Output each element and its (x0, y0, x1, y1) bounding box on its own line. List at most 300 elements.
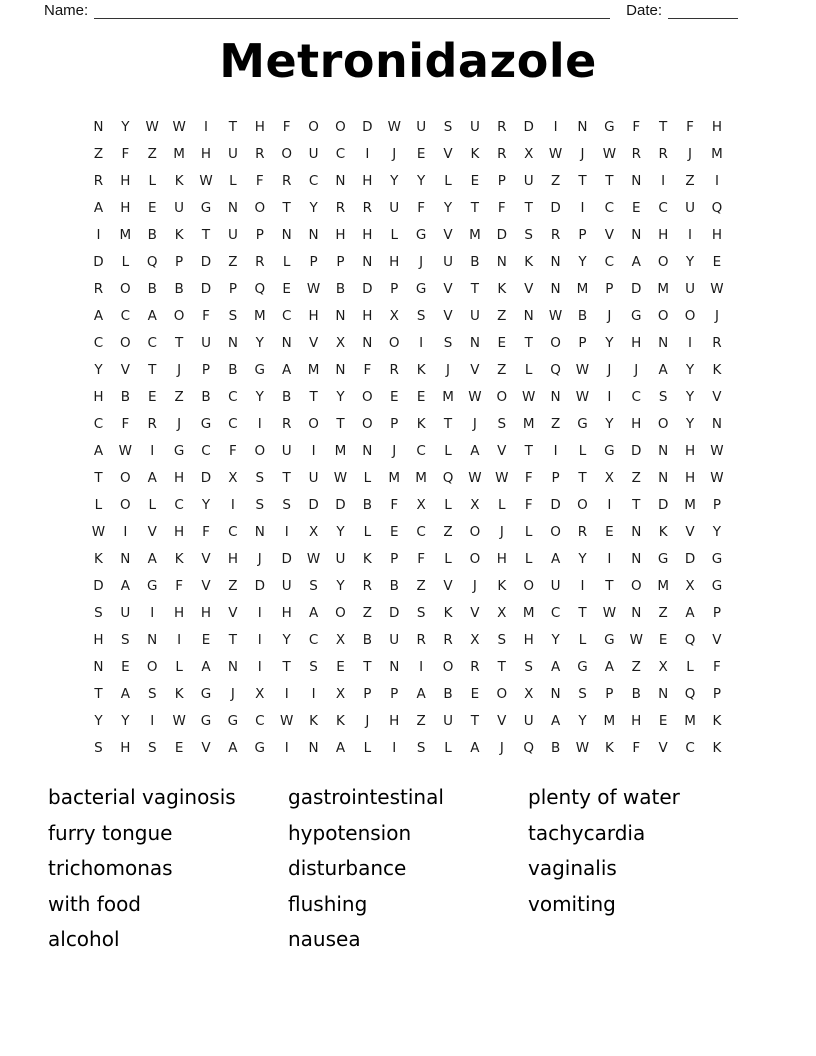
grid-letter: W (280, 712, 294, 729)
grid-letter: E (389, 388, 399, 405)
grid-letter: T (524, 334, 533, 351)
grid-letter: K (712, 739, 722, 756)
grid-letter: Y (685, 253, 695, 270)
grid-letter: F (121, 145, 130, 162)
grid-letter: D (93, 577, 104, 594)
grid-letter: Y (255, 334, 264, 351)
grid-letter: Y (94, 712, 103, 729)
grid-letter: O (388, 334, 400, 351)
grid-letter: H (631, 415, 642, 432)
grid-letter: I (177, 631, 182, 648)
grid-letter: K (497, 280, 507, 297)
grid-letter: N (469, 334, 480, 351)
grid-letter: K (497, 577, 507, 594)
grid-letter: E (605, 523, 614, 540)
grid-letter: I (688, 226, 693, 243)
grid-letter: T (228, 631, 238, 648)
grid-letter: W (468, 388, 482, 405)
grid-letter: N (550, 685, 561, 702)
grid-letter: N (120, 550, 131, 567)
grid-letter: V (147, 523, 157, 540)
grid-letter: W (548, 307, 563, 324)
grid-letter: Z (497, 307, 507, 324)
grid-letter: C (685, 739, 695, 756)
grid-letter: R (497, 118, 507, 135)
grid-letter: H (227, 550, 238, 567)
grid-letter: N (496, 253, 507, 270)
grid-letter: V (443, 226, 453, 243)
grid-letter: J (177, 415, 182, 432)
grid-letter: Z (147, 145, 157, 162)
grid-letter: P (390, 280, 399, 297)
grid-letter: H (174, 604, 185, 621)
grid-letter: E (416, 388, 426, 405)
grid-row (85, 599, 731, 626)
word-list-item: disturbance (288, 856, 407, 881)
grid-row (85, 329, 731, 356)
grid-row (85, 572, 731, 599)
grid-letter: V (497, 442, 507, 459)
grid-letter: V (712, 388, 722, 405)
grid-letter: L (686, 658, 694, 675)
grid-letter: S (416, 604, 426, 621)
grid-letter: F (497, 199, 506, 216)
grid-letter: W (172, 712, 186, 729)
grid-letter: J (499, 739, 504, 756)
grid-letter: H (93, 388, 104, 405)
grid-letter: S (658, 388, 668, 405)
grid-letter: S (524, 658, 533, 675)
grid-letter: K (174, 685, 184, 702)
grid-letter: W (602, 145, 617, 162)
grid-letter: S (416, 307, 426, 324)
grid-letter: I (311, 442, 316, 459)
grid-letter: E (470, 172, 480, 189)
grid-letter: P (336, 253, 345, 270)
grid-letter: H (631, 712, 642, 729)
grid-letter: L (524, 550, 533, 567)
word-list-item: tachycardia (528, 820, 646, 845)
grid-letter: H (711, 118, 722, 135)
grid-letter: Y (605, 415, 614, 432)
grid-letter: V (308, 334, 319, 351)
grid-letter: G (577, 658, 588, 675)
grid-letter: C (228, 523, 238, 540)
grid-letter: H (120, 199, 131, 216)
grid-row (85, 248, 731, 275)
grid-letter: K (416, 415, 426, 432)
grid-letter: S (228, 307, 238, 324)
grid-letter: T (524, 199, 533, 216)
grid-letter: M (603, 712, 616, 729)
grid-letter: L (444, 496, 452, 513)
grid-letter: O (496, 388, 508, 405)
grid-letter: A (147, 550, 157, 567)
grid-letter: K (712, 361, 722, 378)
grid-letter: Y (551, 631, 560, 648)
grid-letter: X (497, 604, 507, 621)
grid-letter: U (201, 334, 211, 351)
grid-letter: R (147, 415, 157, 432)
grid-letter: I (580, 577, 585, 594)
grid-letter: H (362, 307, 373, 324)
grid-letter: O (335, 118, 346, 135)
name-fill-line (94, 3, 610, 19)
grid-letter: Y (94, 361, 103, 378)
grid-letter: X (389, 307, 399, 324)
grid-letter: N (335, 172, 346, 189)
grid-letter: C (255, 712, 265, 729)
grid-letter: K (174, 226, 184, 243)
grid-letter: A (631, 253, 641, 270)
grid-row (85, 437, 731, 464)
grid-letter: E (631, 199, 641, 216)
grid-row (85, 302, 731, 329)
grid-letter: Y (578, 712, 587, 729)
grid-letter: D (200, 469, 212, 486)
grid-letter: Z (550, 415, 561, 432)
grid-letter: D (362, 118, 373, 135)
grid-letter: T (282, 469, 291, 486)
grid-letter: F (524, 469, 533, 486)
grid-letter: G (604, 442, 615, 459)
grid-letter: L (444, 442, 452, 459)
grid-letter: Y (201, 496, 211, 513)
grid-letter: N (93, 118, 104, 135)
grid-letter: J (607, 307, 612, 324)
grid-letter: C (416, 523, 426, 540)
grid-letter: H (684, 469, 696, 486)
grid-letter: X (470, 496, 480, 513)
grid-letter: C (228, 415, 238, 432)
grid-letter: X (308, 523, 319, 540)
name-label: Name: (44, 2, 89, 19)
grid-letter: I (688, 334, 693, 351)
grid-letter: A (658, 361, 668, 378)
grid-letter: C (147, 334, 157, 351)
grid-letter: B (201, 388, 211, 405)
grid-letter: N (362, 334, 373, 351)
grid-letter: I (284, 523, 289, 540)
grid-letter: I (661, 172, 666, 189)
grid-letter: B (550, 739, 561, 756)
grid-letter: I (714, 172, 719, 189)
date-label: Date: (626, 2, 662, 19)
grid-letter: L (578, 442, 587, 459)
grid-letter: T (174, 334, 184, 351)
grid-letter: R (93, 172, 104, 189)
grid-letter: K (174, 550, 184, 567)
grid-letter: T (578, 172, 587, 189)
grid-letter: S (255, 469, 265, 486)
grid-letter: U (469, 118, 480, 135)
grid-letter: P (605, 685, 614, 702)
grid-letter: Q (711, 199, 723, 216)
grid-letter: F (202, 307, 210, 324)
grid-letter: R (577, 523, 588, 540)
grid-letter: D (281, 550, 292, 567)
grid-letter: C (604, 199, 615, 216)
grid-letter: Z (228, 253, 238, 270)
grid-letter: R (255, 253, 265, 270)
grid-letter: E (147, 388, 157, 405)
grid-letter: Y (578, 550, 587, 567)
grid-letter: O (496, 685, 508, 702)
grid-letter: L (148, 496, 156, 513)
grid-letter: A (550, 550, 561, 567)
grid-letter: J (419, 253, 424, 270)
grid-letter: I (204, 118, 208, 135)
grid-letter: H (174, 523, 185, 540)
word-list-item: furry tongue (48, 820, 173, 845)
grid-letter: W (575, 361, 590, 378)
grid-letter: W (387, 118, 401, 135)
grid-letter: N (335, 307, 346, 324)
grid-letter: B (389, 577, 399, 594)
grid-letter: Y (390, 172, 399, 189)
grid-letter: W (172, 118, 186, 135)
grid-letter: Z (631, 658, 641, 675)
grid-letter: N (631, 604, 642, 621)
grid-letter: C (658, 199, 668, 216)
grid-letter: T (94, 685, 103, 702)
grid-letter: N (550, 388, 561, 405)
grid-letter: G (146, 577, 158, 594)
grid-letter: D (200, 280, 212, 297)
grid-letter: O (308, 415, 319, 432)
grid-row (85, 518, 731, 545)
grid-letter: A (201, 658, 211, 675)
grid-letter: U (389, 199, 400, 216)
grid-row (85, 140, 731, 167)
grid-letter: N (631, 550, 642, 567)
grid-letter: X (685, 577, 695, 594)
grid-letter: L (175, 658, 183, 675)
grid-letter: G (711, 550, 723, 567)
grid-letter: E (121, 658, 130, 675)
word-list-item: vaginalis (528, 856, 617, 881)
wordsearch-grid (85, 113, 731, 761)
grid-letter: I (230, 496, 235, 513)
grid-letter: L (578, 631, 587, 648)
grid-letter: K (604, 739, 614, 756)
grid-letter: Z (362, 604, 372, 621)
grid-letter: H (362, 172, 373, 189)
grid-letter: S (578, 685, 587, 702)
grid-letter: C (201, 442, 211, 459)
grid-letter: M (253, 307, 266, 324)
grid-letter: G (200, 685, 212, 702)
grid-letter: T (470, 199, 480, 216)
grid-letter: C (281, 307, 292, 324)
grid-letter: L (363, 469, 372, 486)
word-list-item: hypotension (288, 820, 412, 845)
grid-letter: V (470, 361, 480, 378)
grid-letter: Y (309, 199, 318, 216)
grid-letter: N (658, 334, 669, 351)
grid-letter: L (282, 253, 291, 270)
grid-letter: D (550, 199, 561, 216)
grid-letter: H (174, 469, 185, 486)
word-list-item: gastrointestinal (288, 785, 444, 809)
grid-letter: H (200, 145, 212, 162)
grid-letter: I (607, 496, 612, 513)
grid-letter: R (255, 145, 265, 162)
grid-letter: K (309, 712, 318, 729)
grid-letter: M (657, 280, 669, 297)
grid-letter: K (336, 712, 345, 729)
grid-letter: I (257, 604, 262, 621)
grid-row (85, 734, 731, 761)
grid-letter: W (306, 550, 321, 567)
grid-letter: M (307, 361, 320, 378)
grid-letter: F (632, 118, 641, 135)
grid-letter: S (309, 658, 318, 675)
grid-letter: T (363, 658, 372, 675)
grid-letter: D (254, 577, 265, 594)
grid-letter: F (282, 118, 291, 135)
grid-letter: Z (497, 361, 507, 378)
grid-letter: B (174, 280, 184, 297)
grid-letter: S (309, 577, 318, 594)
grid-letter: R (362, 199, 373, 216)
grid-letter: R (335, 199, 346, 216)
grid-letter: D (550, 496, 561, 513)
grid-letter: F (713, 658, 721, 675)
grid-letter: W (333, 469, 348, 486)
grid-letter: N (281, 334, 292, 351)
grid-letter: A (147, 307, 157, 324)
grid-letter: F (417, 199, 426, 216)
word-list-item: plenty of water (528, 785, 680, 809)
grid-letter: N (93, 658, 104, 675)
grid-letter: O (335, 604, 346, 621)
grid-letter: R (389, 361, 399, 378)
grid-letter: V (201, 577, 211, 594)
grid-letter: O (146, 658, 158, 675)
grid-letter: P (390, 550, 399, 567)
grid-letter: A (228, 739, 238, 756)
grid-letter: S (147, 739, 157, 756)
grid-letter: I (284, 739, 289, 756)
grid-letter: P (605, 280, 614, 297)
grid-letter: Z (550, 172, 561, 189)
grid-letter: P (712, 685, 721, 702)
grid-letter: J (607, 361, 612, 378)
grid-letter: O (308, 118, 319, 135)
grid-letter: N (550, 253, 561, 270)
grid-letter: A (93, 442, 104, 459)
grid-letter: U (308, 469, 319, 486)
grid-letter: K (470, 145, 480, 162)
grid-letter: G (254, 361, 266, 378)
grid-letter: P (712, 496, 721, 513)
grid-letter: G (173, 442, 185, 459)
grid-letter: G (200, 199, 212, 216)
grid-letter: X (228, 469, 238, 486)
grid-letter: U (120, 604, 131, 621)
grid-letter: L (444, 550, 452, 567)
word-list-item: bacterial vaginosis (48, 785, 236, 809)
grid-row (85, 167, 731, 194)
grid-letter: A (416, 685, 426, 702)
grid-letter: H (308, 307, 319, 324)
grid-letter: V (443, 307, 453, 324)
grid-letter: S (416, 739, 426, 756)
grid-row (85, 707, 731, 734)
grid-letter: J (177, 361, 182, 378)
grid-letter: N (631, 172, 642, 189)
grid-letter: O (120, 469, 131, 486)
grid-letter: D (308, 496, 319, 513)
grid-letter: U (335, 550, 346, 567)
grid-letter: A (470, 442, 480, 459)
grid-letter: R (362, 577, 373, 594)
grid-letter: R (631, 145, 641, 162)
grid-letter: P (309, 253, 318, 270)
grid-letter: D (200, 253, 212, 270)
grid-letter: F (121, 415, 130, 432)
grid-letter: L (148, 172, 156, 189)
grid-letter: T (148, 361, 157, 378)
grid-letter: V (443, 577, 453, 594)
grid-letter: T (309, 388, 318, 405)
grid-letter: F (202, 523, 210, 540)
word-list (48, 780, 786, 958)
grid-letter: U (227, 145, 238, 162)
grid-letter: F (363, 361, 372, 378)
grid-letter: J (446, 361, 451, 378)
grid-letter: K (174, 172, 184, 189)
grid-letter: N (658, 469, 669, 486)
grid-letter: D (631, 280, 642, 297)
grid-letter: I (257, 631, 262, 648)
word-list-column (288, 780, 528, 958)
date-fill-line (668, 3, 738, 19)
grid-letter: B (577, 307, 588, 324)
grid-row (85, 680, 731, 707)
grid-letter: Z (658, 604, 668, 621)
grid-letter: X (604, 469, 614, 486)
grid-letter: M (469, 226, 481, 243)
grid-letter: T (282, 199, 291, 216)
grid-letter: C (93, 415, 104, 432)
grid-letter: H (200, 604, 212, 621)
grid-letter: A (470, 739, 480, 756)
grid-letter: S (497, 631, 507, 648)
grid-letter: T (497, 658, 506, 675)
grid-letter: V (497, 712, 507, 729)
grid-row (85, 383, 731, 410)
grid-row (85, 194, 731, 221)
grid-letter: U (308, 145, 319, 162)
grid-letter: T (578, 604, 587, 621)
grid-letter: N (523, 307, 534, 324)
grid-letter: T (94, 469, 103, 486)
grid-letter: G (577, 415, 588, 432)
grid-letter: M (119, 226, 132, 243)
grid-letter: P (390, 415, 399, 432)
grid-letter: W (710, 280, 724, 297)
grid-letter: I (150, 712, 155, 729)
grid-letter: B (362, 631, 372, 648)
grid-letter: I (96, 226, 101, 243)
grid-letter: N (631, 226, 642, 243)
grid-letter: M (388, 469, 401, 486)
grid-letter: B (282, 388, 292, 405)
grid-letter: T (470, 712, 480, 729)
grid-letter: W (118, 442, 133, 459)
